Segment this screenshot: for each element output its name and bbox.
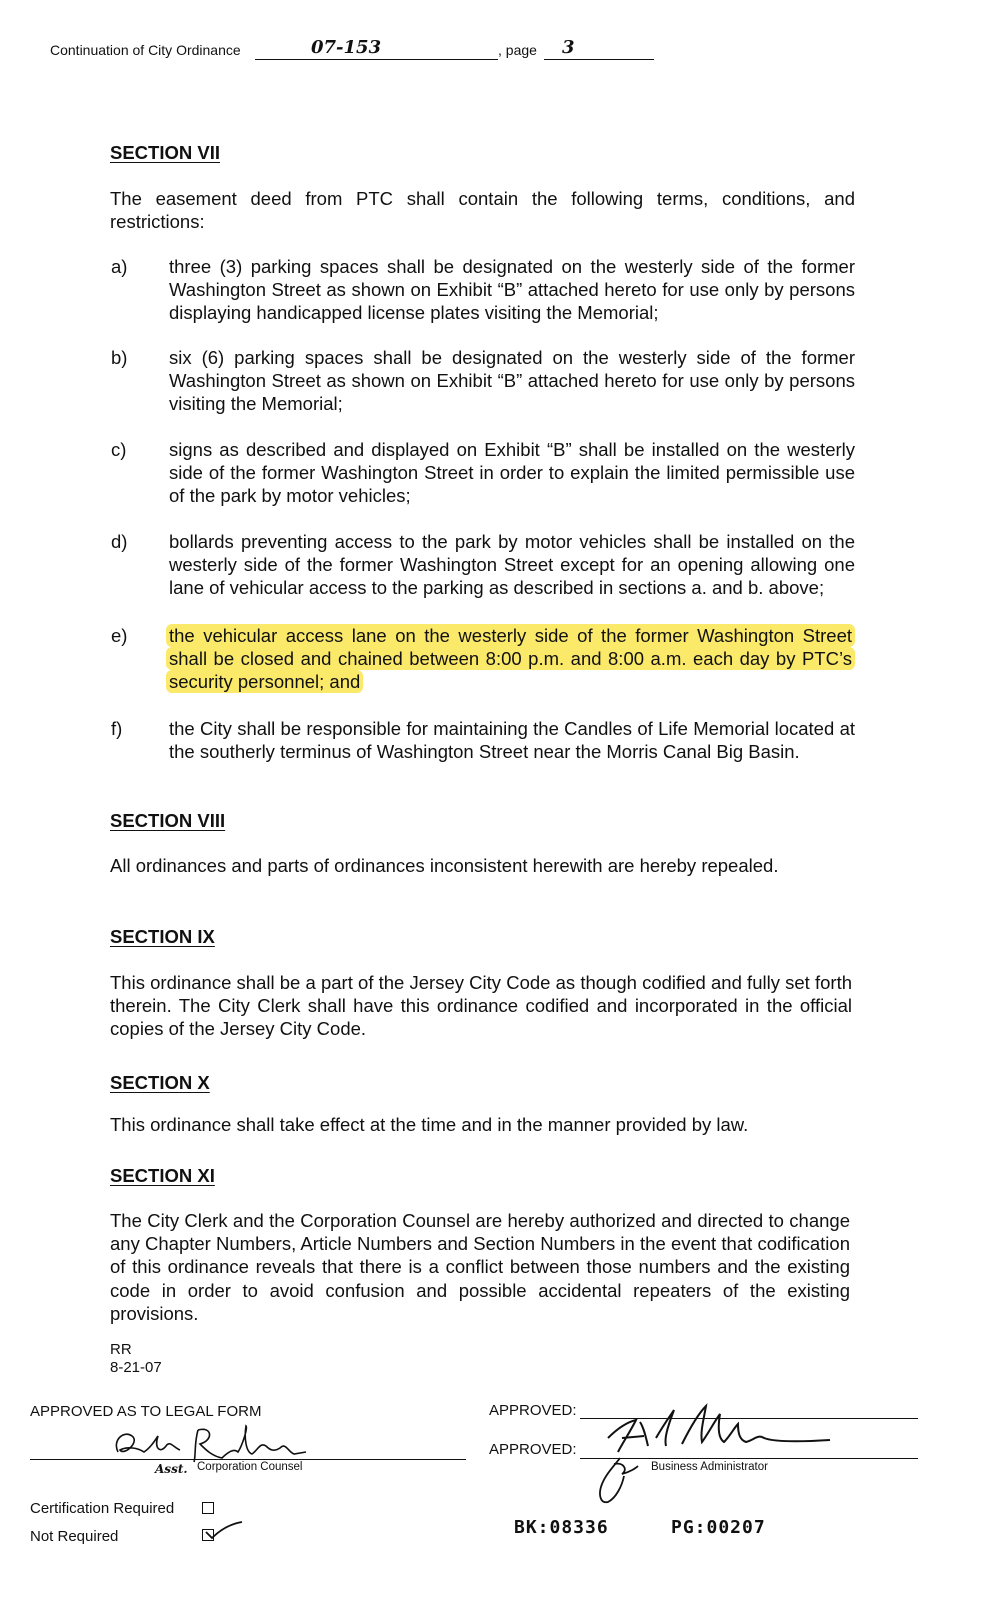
checkmark-icon bbox=[204, 1520, 244, 1540]
item-e-text bbox=[169, 624, 855, 694]
ordinance-number-line bbox=[255, 37, 498, 60]
item-d-label: d) bbox=[111, 531, 128, 552]
approved-label-2: APPROVED: bbox=[489, 1441, 577, 1458]
item-a-label: a) bbox=[111, 256, 128, 277]
section-ix-heading: SECTION IX bbox=[110, 926, 215, 947]
section-xi-text: The City Clerk and the Corporation Counsel are hereby authorized and directed to change any Chapter Numbers, Article Numbers and Section Numbers in the event that codification of this ordinance reveals that there is a conflict between those numbers and the existing code in order to avoid confusion and possible accidental repeaters of the existing provisions. bbox=[110, 1210, 850, 1324]
section-viii-heading: SECTION VIII bbox=[110, 810, 226, 831]
continuation-header bbox=[50, 37, 670, 64]
item-a-text: three (3) parking spaces shall be designated on the westerly side of the former Washington Street as shown on Exhibit “B” attached hereto for use only by persons displaying handicapped license plates visiting the Memorial; bbox=[169, 256, 855, 324]
corporation-counsel-label: Corporation Counsel bbox=[197, 1461, 303, 1473]
business-administrator-label: Business Administrator bbox=[651, 1461, 768, 1473]
certification-required-label: Certification Required bbox=[30, 1500, 175, 1517]
section-x-heading: SECTION X bbox=[110, 1072, 210, 1093]
author-initials: RR bbox=[110, 1341, 132, 1358]
administrator-signature bbox=[578, 1398, 838, 1508]
section-vii-heading: SECTION VII bbox=[110, 142, 220, 163]
ordinance-number: 07-153 bbox=[311, 37, 382, 58]
item-f-label: f) bbox=[111, 718, 123, 739]
initials-date: 8-21-07 bbox=[110, 1359, 162, 1376]
item-f-text: the City shall be responsible for maintaining the Candles of Life Memorial located at the southerly terminus of Washington Street near the Morris Canal Big Basin. bbox=[169, 718, 855, 763]
page-number: 3 bbox=[562, 37, 575, 58]
approved-label-1: APPROVED: bbox=[489, 1402, 577, 1419]
section-vii-intro: The easement deed from PTC shall contain the following terms, conditions, and restrictions: bbox=[110, 188, 855, 233]
item-e-label: e) bbox=[111, 625, 128, 646]
highlighted-text: the vehicular access lane on the westerly side of the former Washington Street shall be closed and chained between 8:00 p.m. and 8:00 a.m. each day by PTC’s security personnel; and bbox=[166, 624, 855, 693]
item-b-label: b) bbox=[111, 347, 128, 368]
page-label: , page bbox=[498, 42, 537, 58]
recording-book-number: BK:08336 bbox=[514, 1517, 609, 1538]
not-required-label: Not Required bbox=[30, 1528, 119, 1545]
item-d-text: bollards preventing access to the park by motor vehicles shall be installed on the westerly side of the former Washington Street except for an opening allowing one lane of vehicular access to the parking as described in sections a. and b. above; bbox=[169, 531, 855, 599]
certification-required-checkbox[interactable] bbox=[202, 1502, 214, 1514]
item-c-text: signs as described and displayed on Exhibit “B” shall be installed on the westerly side of the former Washington Street in order to explain the limited permissible use of the park by motor vehicles; bbox=[169, 439, 855, 507]
section-viii-text: All ordinances and parts of ordinances inconsistent herewith are hereby repealed. bbox=[110, 855, 779, 876]
page-number-line bbox=[544, 37, 654, 60]
approved-legal-form-label: APPROVED AS TO LEGAL FORM bbox=[30, 1403, 262, 1420]
section-x-text: This ordinance shall take effect at the time and in the manner provided by law. bbox=[110, 1114, 749, 1135]
item-c-label: c) bbox=[111, 439, 127, 460]
item-b-text: six (6) parking spaces shall be designated on the westerly side of the former Washington Street as shown on Exhibit “B” attached hereto for use only by persons visiting the Memorial; bbox=[169, 347, 855, 415]
section-ix-text: This ordinance shall be a part of the Jersey City Code as though codified and fully set forth therein. The City Clerk shall have this ordinance codified and incorporated in the official copies of the Jersey City Code. bbox=[110, 972, 852, 1040]
section-xi-heading: SECTION XI bbox=[110, 1165, 215, 1186]
continuation-label: Continuation of City Ordinance bbox=[50, 42, 241, 58]
recording-page-number: PG:00207 bbox=[671, 1517, 766, 1538]
asst-note: Asst. bbox=[155, 1462, 188, 1476]
